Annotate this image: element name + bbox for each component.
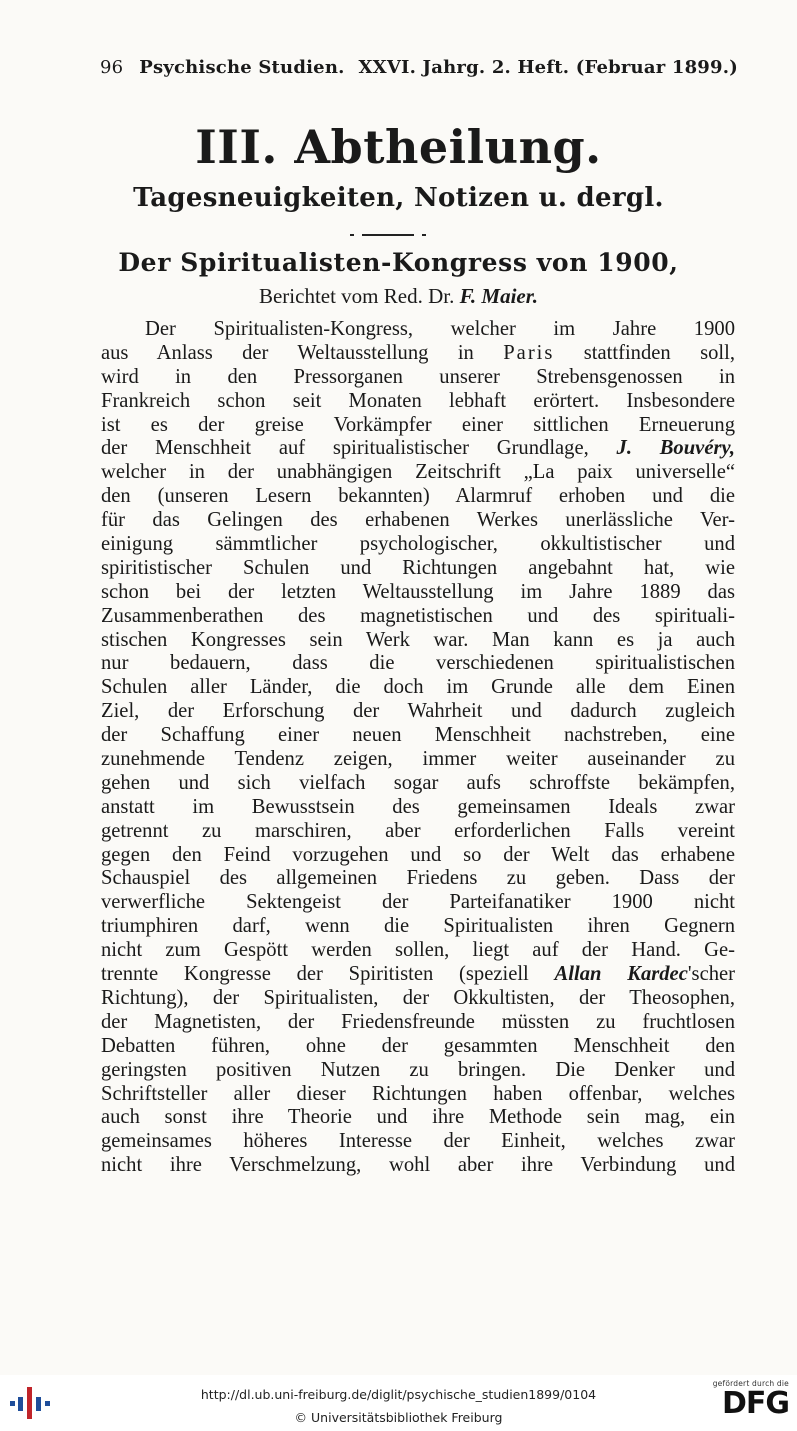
section-title: III. Abtheilung.: [195, 120, 602, 174]
journal-name: Psychische Studien.: [139, 57, 345, 78]
text-line: Debatten führen, ohne der gesammten Menschheit den: [101, 1034, 735, 1057]
text-span: 'scher: [687, 963, 736, 986]
text-line: nicht zum Gespött werden sollen, liegt auf der Hand. Ge-: [101, 939, 735, 962]
text-line: gegen den Feind vorzugehen und so der Welt das erhabene: [101, 843, 735, 866]
text-line: Schulen aller Länder, die doch im Grunde alle dem Einen: [101, 676, 735, 699]
text-line: der Magnetisten, der Friedensfreunde müssten zu fruchtlosen: [101, 1010, 735, 1033]
text-line: für das Gelingen des erhabenen Werkes unerlässliche Ver-: [101, 509, 735, 532]
text-line: Zusammenberathen des magnetistischen und des spirituali-: [101, 604, 735, 627]
text-line: stischen Kongresses sein Werk war. Man kann es ja auch: [101, 628, 735, 651]
permalink[interactable]: http://dl.ub.uni-freiburg.de/diglit/psychische_studien1899/0104: [200, 1387, 597, 1402]
text-span: trennte Kongresse der Spiritisten (speziell: [101, 963, 529, 986]
text-line: gehen und sich vielfach sogar aufs schroffste bekämpfen,: [101, 771, 735, 794]
text-line: Frankreich schon seit Monaten lebhaft erörtert. Insbesondere: [101, 389, 735, 412]
text-line: [101, 342, 735, 366]
text-span-spaced: Paris: [503, 341, 555, 364]
text-line: der Schaffung einer neuen Menschheit nachstreben, eine: [101, 724, 735, 747]
text-span: aus Anlass der Weltausstellung in: [101, 341, 474, 364]
text-span-italic: J. Bouvéry,: [616, 437, 735, 460]
article-title: Der Spiritualisten-Kongress von 1900,: [118, 248, 679, 277]
text-line: wird in den Pressorganen unserer Strebensgenossen in: [101, 365, 735, 388]
text-line: schon bei der letzten Weltausstellung im Jahre 1889 das: [101, 580, 735, 603]
text-line: getrennt zu marschiren, aber erforderlichen Falls vereint: [101, 819, 735, 842]
text-line: auch sonst ihre Theorie und ihre Methode sein mag, ein: [101, 1106, 735, 1129]
text-line: geringsten positiven Nutzen zu bringen. Die Denker und: [101, 1058, 735, 1081]
text-line: zunehmende Tendenz zeigen, immer weiter auseinander zu: [101, 748, 735, 771]
text-line: gemeinsames höheres Interesse der Einheit, welches zwar: [101, 1130, 735, 1153]
text-line: Der Spiritualisten-Kongress, welcher im Jahre 1900: [145, 318, 735, 340]
sponsor-caption: gefördert durch die: [712, 1379, 789, 1388]
text-line: [101, 437, 735, 461]
running-header: [100, 57, 738, 78]
text-line: anstatt im Bewusstsein des gemeinsamen Ideals zwar: [101, 795, 735, 818]
divider-rule: [362, 234, 414, 236]
text-line: ist es der greise Vorkämpfer einer sittlichen Erneuerung: [101, 413, 735, 436]
text-line: Schauspiel des allgemeinen Friedens zu geben. Dass der: [101, 867, 735, 890]
text-line: einigung sämmtlicher psychologischer, okkultistischer und: [101, 533, 735, 556]
byline-prefix: Berichtet vom Red. Dr.: [258, 284, 455, 308]
dfg-wordmark: DFG: [721, 1386, 789, 1421]
article-body: [101, 318, 735, 1178]
copyright-notice: © Universitätsbibliothek Freiburg: [294, 1410, 503, 1425]
byline: [0, 284, 797, 309]
text-line: spiritistischer Schulen und Richtungen angebahnt hat, wie: [101, 556, 735, 579]
text-line: welcher in der unabhängigen Zeitschrift „La paix universelle“: [101, 461, 735, 484]
text-line: triumphiren darf, wenn die Spiritualisten ihren Gegnern: [101, 915, 735, 938]
byline-author: F. Maier.: [459, 284, 539, 308]
text-line: Ziel, der Erforschung der Wahrheit und dadurch zugleich: [101, 700, 735, 723]
text-line: Richtung), der Spiritualisten, der Okkultisten, der Theosophen,: [101, 986, 735, 1009]
text-span-italic: Allan Kardec: [554, 963, 688, 986]
text-line: nur bedauern, dass die verschiedenen spiritualistischen: [101, 652, 735, 675]
section-subtitle: Tagesneuigkeiten, Notizen u. dergl.: [133, 183, 664, 213]
text-span: der Menschheit auf spiritualistischer Grundlage,: [101, 437, 589, 460]
text-span: stattfinden soll,: [583, 341, 735, 364]
page-number: 96: [100, 57, 124, 78]
text-line: verwerfliche Sektengeist der Parteifanatiker 1900 nicht: [101, 891, 735, 914]
text-line: nicht ihre Verschmelzung, wohl aber ihre Verbindung und: [101, 1154, 735, 1177]
text-line: den (unseren Lesern bekannten) Alarmruf erhoben und die: [101, 485, 735, 508]
text-line: Schriftsteller aller dieser Richtungen haben offenbar, welches: [101, 1082, 735, 1105]
viewer-footer: [0, 1375, 797, 1431]
issue-info: XXVI. Jahrg. 2. Heft. (Februar 1899.): [358, 57, 738, 78]
dfg-logo: [703, 1379, 789, 1427]
text-line: [101, 963, 735, 987]
